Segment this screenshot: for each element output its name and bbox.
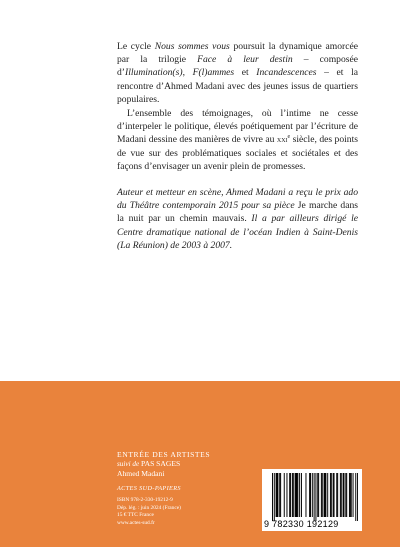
text-run: Le cycle <box>117 41 155 52</box>
legal-deposit-text: Dép. lég. : juin 2024 (France) <box>117 504 181 511</box>
barcode-bar <box>357 473 358 521</box>
title-run: Nous sommes vous <box>154 41 230 52</box>
text-run: , <box>182 67 193 79</box>
barcode-bar <box>336 473 337 517</box>
barcode-bar <box>295 473 296 517</box>
barcode-bar <box>322 473 323 517</box>
barcode-bar <box>276 473 277 517</box>
barcode-bar <box>324 473 325 517</box>
century-suffix: e <box>287 134 291 141</box>
barcode-bar <box>284 473 285 517</box>
author-name: Ahmed Madani <box>117 469 165 478</box>
barcode-bar <box>337 473 338 517</box>
text-run: poursuit la dynamique amorcée par la trilogie <box>117 41 358 66</box>
barcode-bar <box>318 473 319 517</box>
barcode-bar <box>310 473 311 517</box>
title-run: Face à leur destin <box>197 54 293 66</box>
text-run: L’ensemble des témoignages, où l’intime ne cesse d’interpeler le politique, élevés poétiquement par l’écriture de Madani dessine des manières de vivre au <box>117 108 358 146</box>
subseries-name: PAS SAGES <box>139 459 181 468</box>
website-text: www.actes-sud.fr <box>117 519 155 526</box>
barcode-bar <box>334 473 335 517</box>
barcode-bar <box>325 473 326 517</box>
barcode-bar <box>292 473 293 517</box>
barcode-bar <box>349 473 350 517</box>
imprint-block <box>117 450 257 527</box>
text-run: – composée d’ <box>117 54 358 79</box>
barcode-bar <box>286 473 287 517</box>
barcode-bar <box>330 473 331 517</box>
title-run: F(l)ammes <box>192 67 235 79</box>
barcode-bars <box>272 473 358 521</box>
barcode-bar <box>340 473 341 517</box>
barcode-bar <box>327 473 328 517</box>
barcode-bar <box>344 473 345 517</box>
suivi-de-label: suivi de <box>117 460 140 468</box>
barcode-bar <box>290 473 291 517</box>
century-numeral: xxi <box>276 135 288 145</box>
paragraph-testimonies <box>117 107 358 173</box>
barcode-bar <box>297 473 298 517</box>
barcode-bar <box>325 473 326 517</box>
barcode-bar <box>279 473 280 517</box>
text-run: et <box>234 67 257 79</box>
barcode-bar <box>333 473 334 517</box>
barcode-bar <box>353 473 354 517</box>
isbn-text: ISBN 978-2-330-19212-9 <box>117 497 173 503</box>
series-title: ENTRÉE DES ARTISTES <box>117 450 211 459</box>
barcode-bar <box>277 473 278 517</box>
title-run: Illumination(s) <box>125 67 183 79</box>
text-run: – et la rencontre d’Ahmed Madani avec des jeunes issus de quartiers populaires. <box>117 67 358 105</box>
barcode-bar <box>305 473 306 517</box>
barcode-bar <box>293 473 294 517</box>
barcode-bar <box>331 473 332 517</box>
barcode-bar <box>296 473 297 517</box>
barcode-bar <box>289 473 290 517</box>
publisher-name: ACTES SUD-PAPIERS <box>117 485 181 492</box>
subseries-title <box>117 459 257 469</box>
title-run: Je marche dans la nuit par un chemin mauvais. <box>117 200 358 225</box>
barcode-bar <box>314 473 315 521</box>
barcode <box>262 469 362 531</box>
barcode-bar <box>315 473 316 521</box>
barcode-bar <box>272 473 273 521</box>
paragraph-cycle <box>117 40 358 106</box>
legal-info <box>117 497 257 527</box>
barcode-bar <box>350 473 351 517</box>
barcode-bar <box>309 473 310 517</box>
barcode-bar <box>274 473 275 521</box>
barcode-bar <box>301 473 302 517</box>
barcode-bar <box>351 473 352 517</box>
barcode-bar <box>312 473 313 517</box>
barcode-bar <box>317 473 318 517</box>
barcode-bar <box>280 473 281 517</box>
back-cover-text <box>117 40 358 252</box>
paragraph-author-bio <box>117 186 358 252</box>
barcode-bar <box>277 473 278 517</box>
title-run: Incandescences <box>256 67 317 79</box>
barcode-bar <box>345 473 346 517</box>
barcode-digits: 9 782330 192129 <box>264 519 339 529</box>
text-run: siècle, des points de vue sur des problématiques sociales et sociétales et des façons d’envisager un avenir plein de promesses. <box>117 134 358 172</box>
barcode-bar <box>299 473 300 517</box>
barcode-bar <box>341 473 342 517</box>
barcode-bar <box>346 473 347 517</box>
barcode-bar <box>355 473 356 521</box>
barcode-bar <box>321 473 322 517</box>
barcode-bar <box>296 473 297 517</box>
text-run: Auteur et metteur en scène, Ahmed Madani a reçu le prix ado du Théâtre contemporain 2015 pour sa pièce <box>117 187 358 212</box>
text-run: Il a par ailleurs dirigé le Centre dramatique national de l’océan Indien à Saint-Denis (La Réunion) de 2003 à 2007. <box>117 213 358 251</box>
barcode-bar <box>343 473 344 517</box>
price-text: 15 € TTC France <box>117 512 154 518</box>
